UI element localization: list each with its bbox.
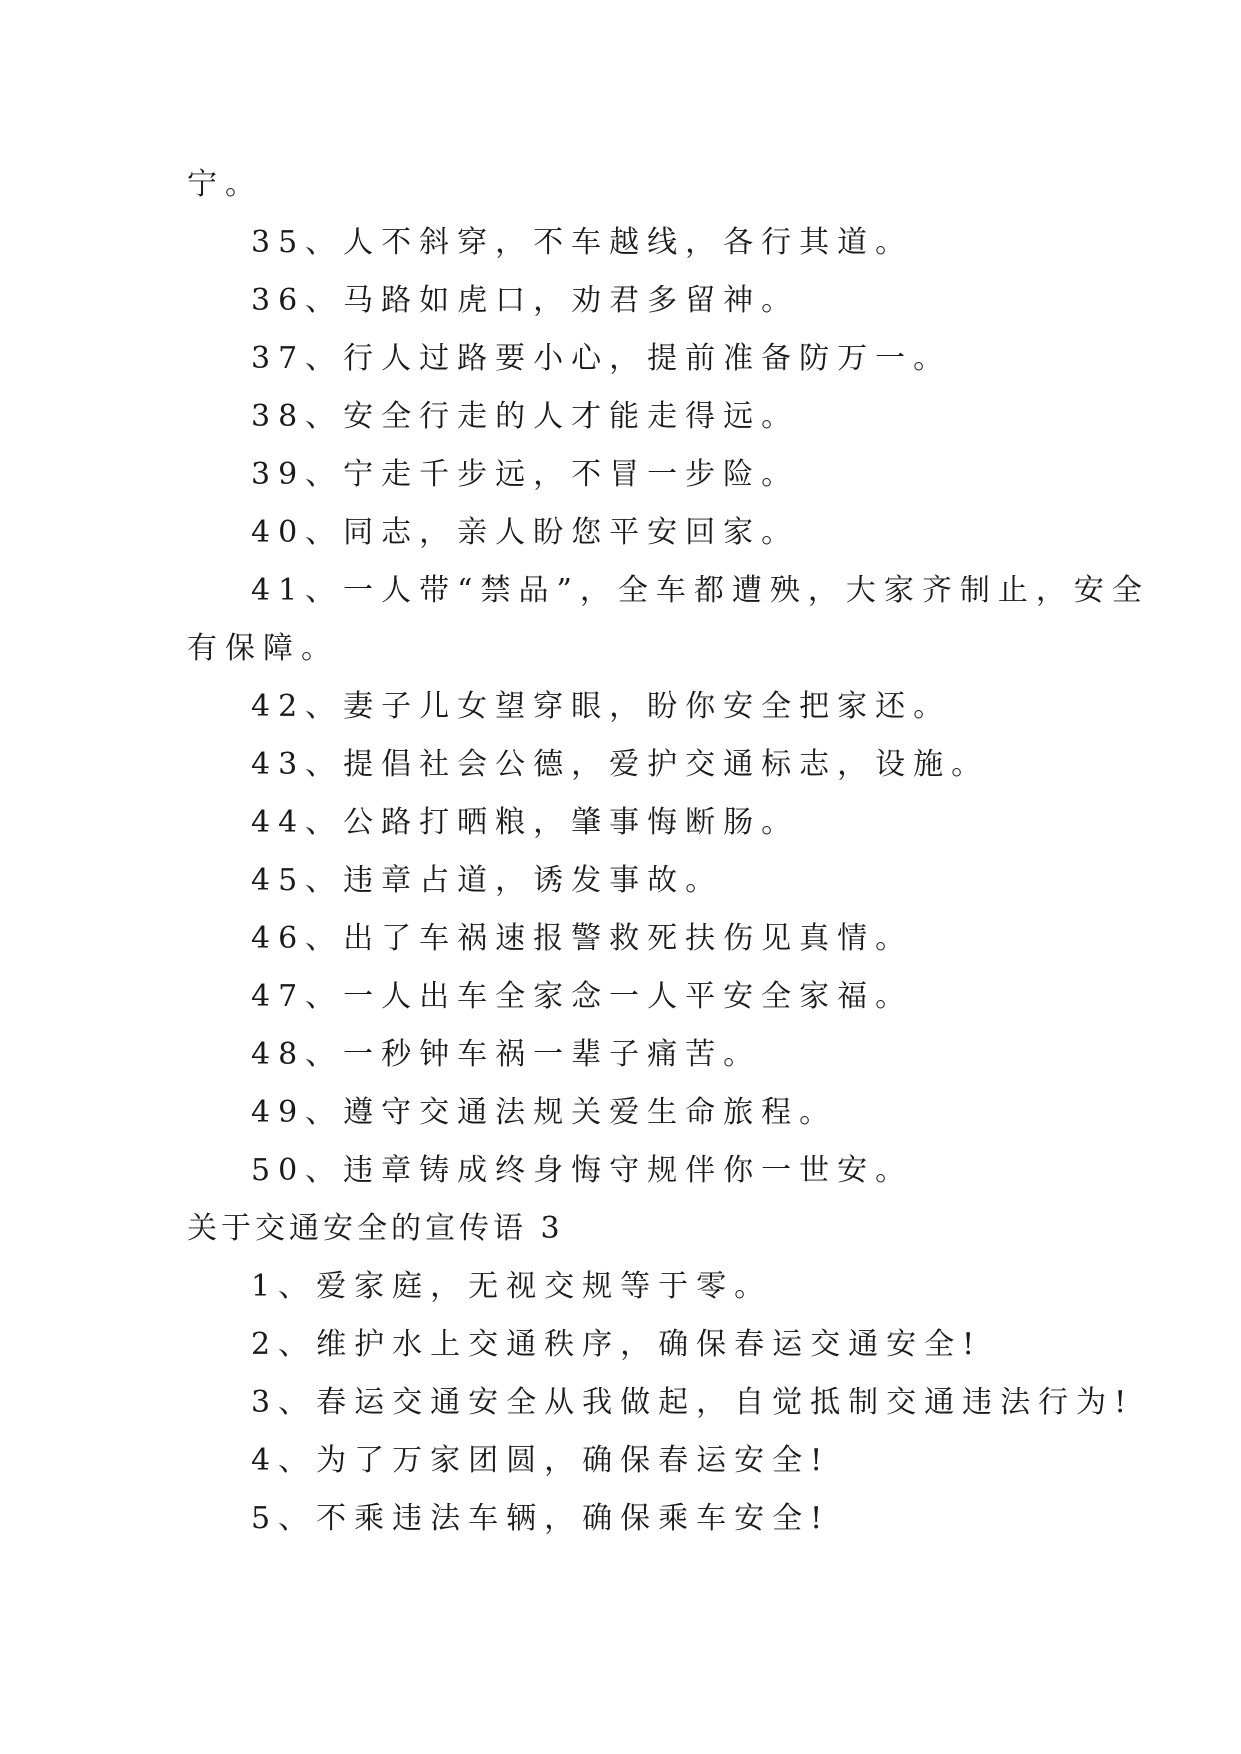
text-line: 38、安全行走的人才能走得远。: [251, 399, 800, 434]
text-line: 48、一秒钟车祸一辈子痛苦。: [251, 1037, 762, 1072]
text-line: 宁。: [187, 167, 263, 202]
text-line: 37、行人过路要小心，提前准备防万一。: [251, 341, 952, 376]
text-line: 44、公路打晒粮，肇事悔断肠。: [251, 805, 800, 840]
section-heading: 关于交通安全的宣传语 3: [187, 1211, 564, 1246]
text-line: 35、人不斜穿，不车越线，各行其道。: [251, 225, 914, 260]
text-line: 1、爱家庭，无视交规等于零。: [251, 1269, 773, 1304]
text-line: 50、违章铸成终身悔守规伴你一世安。: [251, 1153, 914, 1188]
text-line: 3、春运交通安全从我做起，自觉抵制交通违法行为!: [251, 1385, 1135, 1420]
text-line: 2、维护水上交通秩序，确保春运交通安全!: [251, 1327, 983, 1362]
text-line: 4、为了万家团圆，确保春运安全!: [251, 1443, 831, 1478]
text-line: 36、马路如虎口，劝君多留神。: [251, 283, 800, 318]
text-line: 41、一人带“禁品”，全车都遭殃，大家齐制止，安全: [251, 573, 1150, 608]
text-line: 有保障。: [187, 631, 339, 666]
text-line: 5、不乘违法车辆，确保乘车安全!: [251, 1501, 831, 1536]
text-line: 49、遵守交通法规关爱生命旅程。: [251, 1095, 838, 1130]
text-line: 45、违章占道，诱发事故。: [251, 863, 724, 898]
text-line: 47、一人出车全家念一人平安全家福。: [251, 979, 914, 1014]
text-line: 43、提倡社会公德，爱护交通标志，设施。: [251, 747, 990, 782]
text-line: 46、出了车祸速报警救死扶伤见真情。: [251, 921, 914, 956]
document-body: [187, 156, 1150, 1548]
text-line: 40、同志，亲人盼您平安回家。: [251, 515, 800, 550]
text-line: 39、宁走千步远，不冒一步险。: [251, 457, 800, 492]
text-line: 42、妻子儿女望穿眼，盼你安全把家还。: [251, 689, 952, 724]
